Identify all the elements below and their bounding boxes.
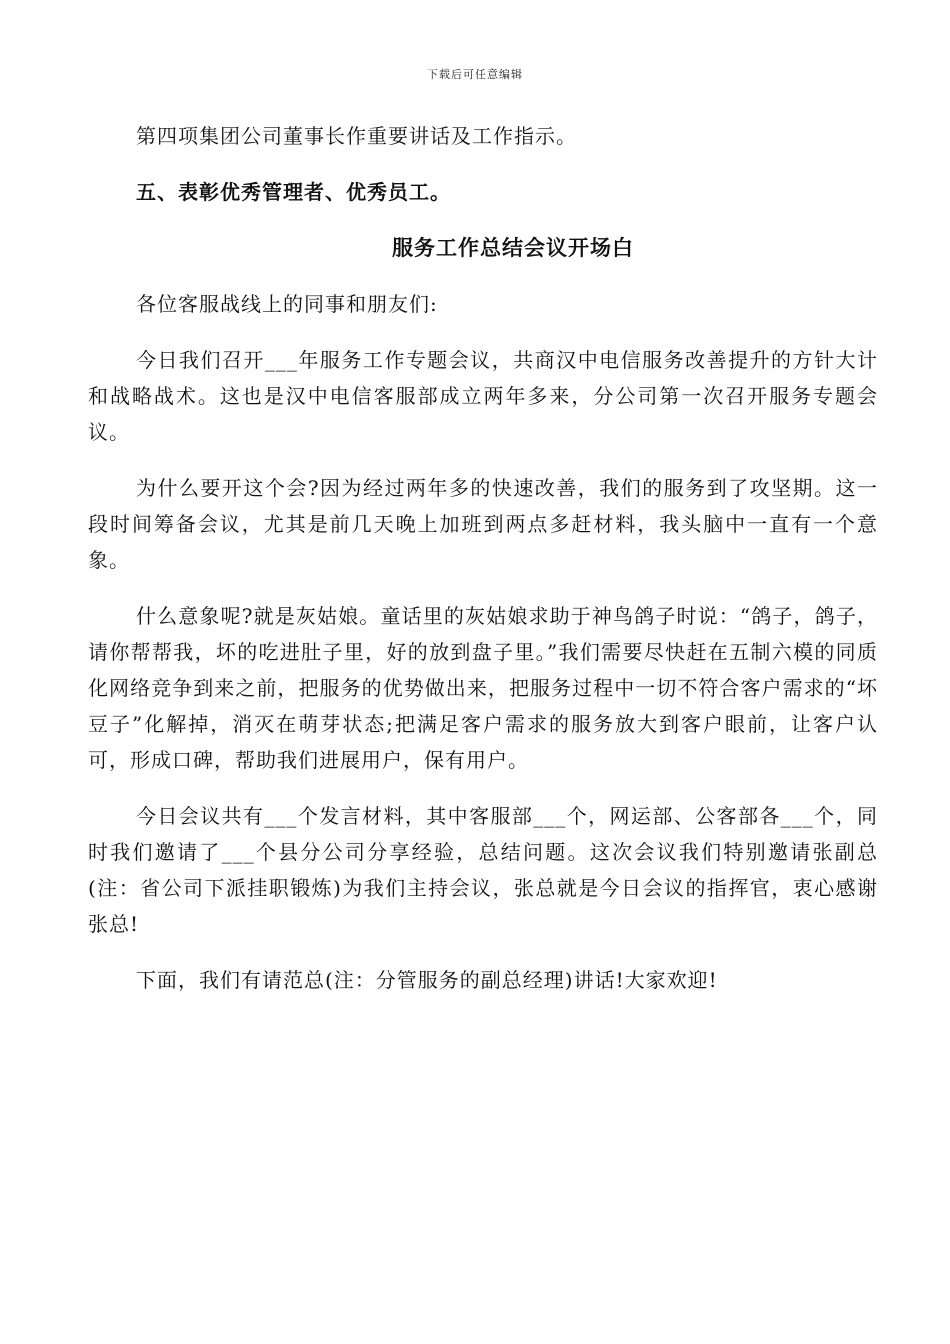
paragraph-greeting: 各位客服战线上的同事和朋友们: xyxy=(136,292,438,316)
page-header-note: 下载后可任意编辑 xyxy=(427,68,523,81)
paragraph-agenda-item-4: 第四项集团公司董事长作重要讲话及工作指示。 xyxy=(136,124,577,148)
section-title: 服务工作总结会议开场白 xyxy=(392,235,634,260)
paragraph-agenda-item-5: 五、表彰优秀管理者、优秀员工。 xyxy=(136,180,451,204)
paragraph-why-meeting: 为什么要开这个会?因为经过两年多的快速改善，我们的服务到了攻坚期。这一段时间筹备会议，尤其是前几天晚上加班到两点多赶材料，我头脑中一直有一个意象。 xyxy=(88,476,878,572)
paragraph-cinderella: 什么意象呢?就是灰姑娘。童话里的灰姑娘求助于神鸟鸽子时说：“鸽子，鸽子，请你帮帮我，坏的吃进肚子里，好的放到盘子里。”我们需要尽快赶在五制六模的同质化网络竞争到来之前，把服务的优势做出来，把服务过程中一切不符合客户需求的“坏豆子”化解掉，消灭在萌芽状态;把满足客户需求的服务放大到客户眼前，让客户认可，形成口碑，帮助我们进展用户，保有用户。 xyxy=(88,604,878,772)
paragraph-closing: 下面，我们有请范总(注：分管服务的副总经理)讲话!大家欢迎! xyxy=(136,968,718,992)
paragraph-meeting-intro: 今日我们召开___年服务工作专题会议，共商汉中电信服务改善提升的方针大计和战略战术。这也是汉中电信客服部成立两年多来，分公司第一次召开服务专题会议。 xyxy=(88,348,878,444)
paragraph-meeting-materials: 今日会议共有___个发言材料，其中客服部___个，网运部、公客部各___个，同时我们邀请了___个县分公司分享经验，总结问题。这次会议我们特别邀请张副总(注：省公司下派挂职锻炼)为我们主持会议，张总就是今日会议的指挥官，衷心感谢张总! xyxy=(88,804,878,936)
document-body xyxy=(88,118,878,1018)
